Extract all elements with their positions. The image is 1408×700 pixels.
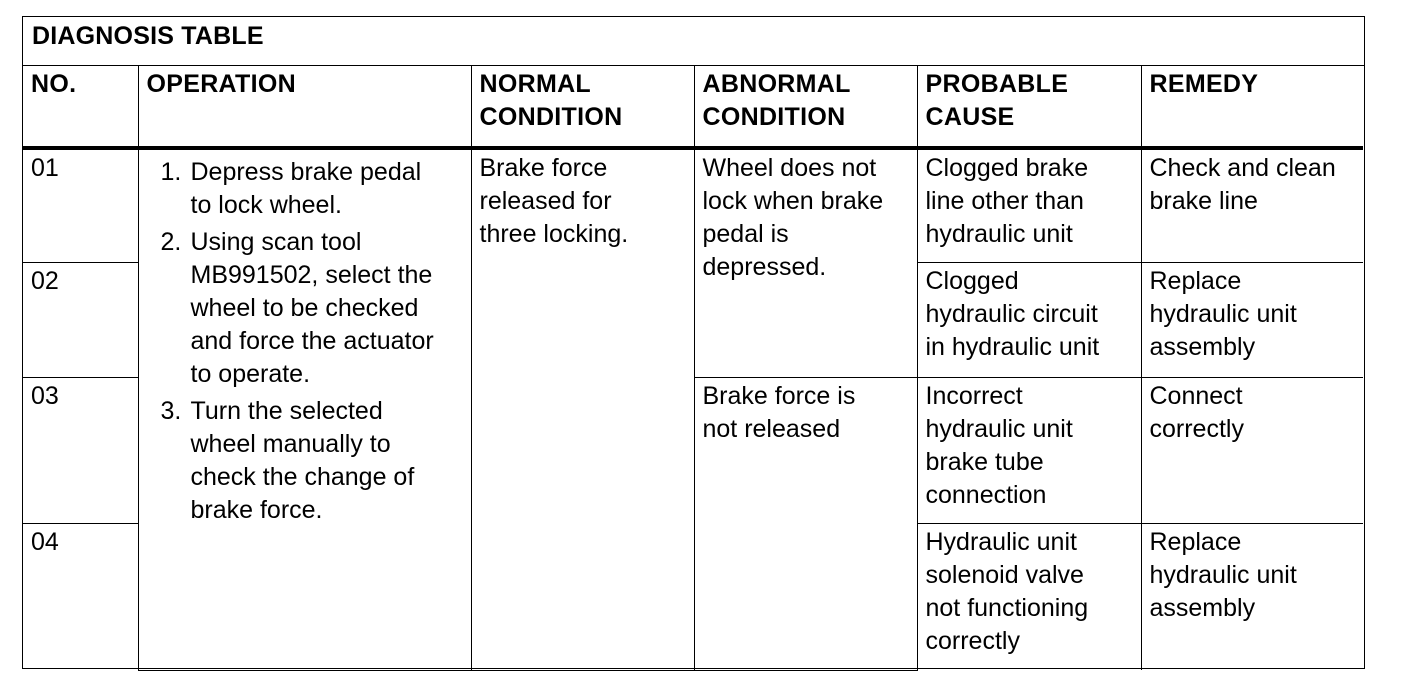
diagnosis-table [23, 66, 1363, 671]
table-title-row [23, 17, 1364, 66]
table-row [23, 148, 1363, 262]
header-remedy: REMEDY [1141, 66, 1363, 148]
row-no: 04 [23, 523, 138, 670]
probable-cause-cell: Clogged hydraulic circuit in hydraulic unit [917, 262, 1141, 377]
probable-cause-cell: Hydraulic unit solenoid valve not functioning correctly [917, 523, 1141, 670]
row-no: 02 [23, 262, 138, 377]
row-no: 03 [23, 377, 138, 523]
header-operation: OPERATION [138, 66, 471, 148]
operation-step: 1. Depress brake pedal to lock wheel. [160, 158, 422, 219]
remedy-cell: Replace hydraulic unit assembly [1141, 523, 1363, 670]
abnormal-condition-cell: Wheel does not lock when brake pedal is depressed. [694, 148, 917, 377]
header-row [23, 66, 1363, 148]
header-no: NO. [23, 66, 138, 148]
header-probable-cause: PROBABLE CAUSE [917, 66, 1141, 148]
operation-cell [138, 148, 471, 670]
operation-steps [147, 156, 463, 527]
remedy-cell: Connect correctly [1141, 377, 1363, 523]
normal-condition-cell: Brake force released for three locking. [471, 148, 694, 670]
row-no: 01 [23, 148, 138, 262]
probable-cause-cell: Incorrect hydraulic unit brake tube connection [917, 377, 1141, 523]
abnormal-condition-cell: Brake force is not released [694, 377, 917, 670]
remedy-cell: Check and clean brake line [1141, 148, 1363, 262]
remedy-cell: Replace hydraulic unit assembly [1141, 262, 1363, 377]
operation-step: 3. Turn the selected wheel manually to check the change of brake force. [160, 397, 415, 524]
table-title: DIAGNOSIS TABLE [32, 22, 264, 50]
probable-cause-cell: Clogged brake line other than hydraulic unit [917, 148, 1141, 262]
diagnosis-table-frame [22, 16, 1365, 669]
operation-step: 2. Using scan tool MB991502, select the wheel to be checked and force the actuator to operate. [160, 228, 434, 388]
header-normal-condition: NORMAL CONDITION [471, 66, 694, 148]
header-abnormal-condition: ABNORMAL CONDITION [694, 66, 917, 148]
